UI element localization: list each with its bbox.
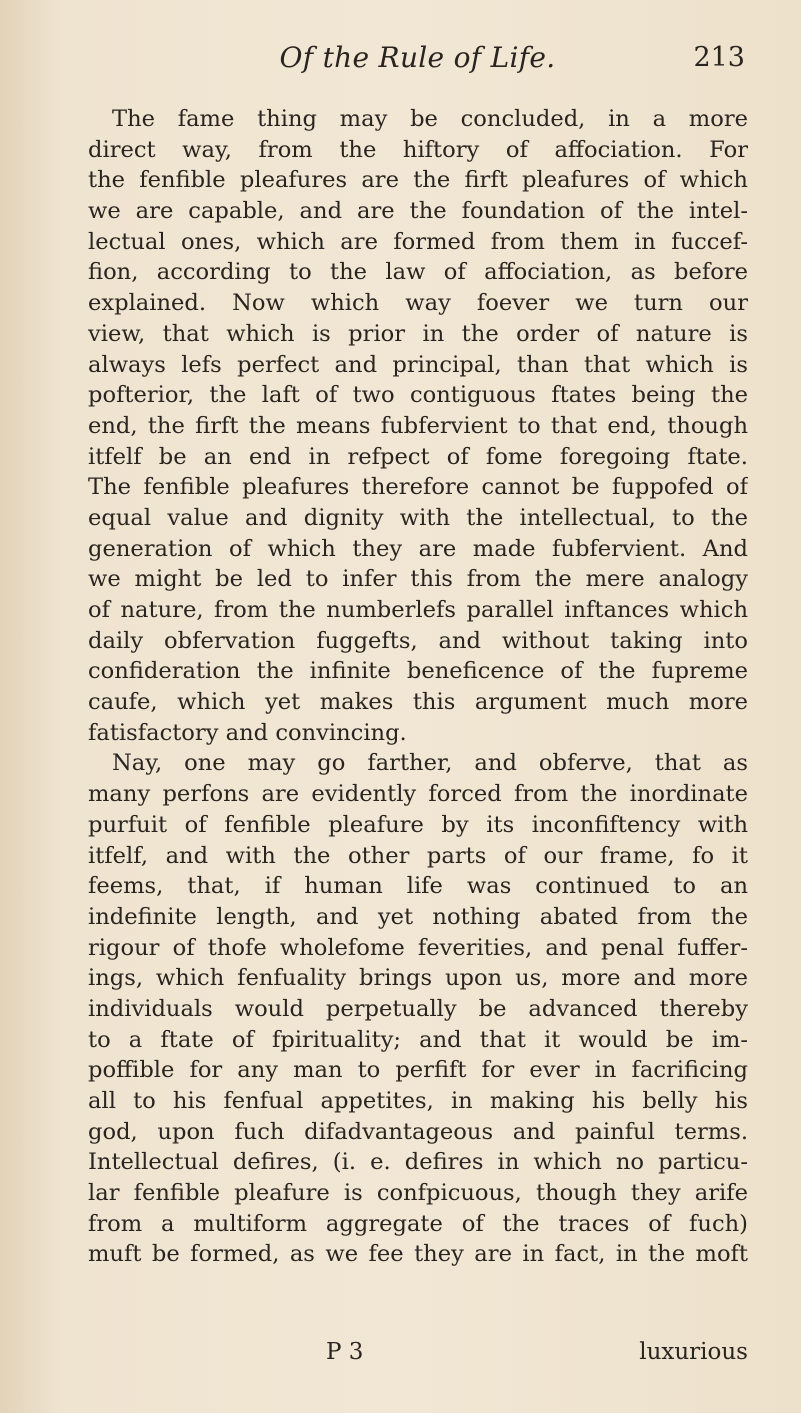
text-line: fion, according to the law of affociation, as before: [88, 259, 748, 286]
text-line: direct way, from the hiftory of affociation. For: [88, 136, 748, 163]
text-line: to a ftate of fpirituality; and that it would be im-: [88, 1026, 748, 1053]
text-line: lar fenfible pleafure is confpicuous, though they arife: [88, 1180, 748, 1207]
text-line: itfelf be an end in refpect of fome foregoing ftate.: [88, 443, 748, 470]
catchline: [88, 1336, 748, 1368]
text-line: daily obfervation fuggefts, and without taking into: [88, 627, 748, 654]
text-line: pofterior, the laft of two contiguous ftates being the: [88, 382, 748, 409]
text-line: end, the firft the means fubfervient to that end, though: [88, 412, 748, 439]
text-line: indefinite length, and yet nothing abated from the: [88, 903, 748, 930]
signature-mark: P 3: [326, 1339, 364, 1365]
text-line: we are capable, and are the foundation of the intel-: [88, 198, 748, 225]
text-line: The fenfible pleafures therefore cannot be fuppofed of: [88, 474, 748, 501]
text-line: the fenfible pleafures are the firft pleafures of which: [88, 167, 748, 194]
text-line: many perfons are evidently forced from the inordinate: [88, 781, 748, 808]
text-line: we might be led to infer this from the mere analogy: [88, 566, 748, 593]
text-line: generation of which they are made fubfervient. And: [88, 535, 748, 562]
catchword: luxurious: [639, 1339, 748, 1365]
running-head: [90, 38, 745, 78]
text-line: Intellectual defires, (i. e. defires in which no particu-: [88, 1149, 748, 1176]
text-line: all to his fenfual appetites, in making his belly his: [88, 1088, 748, 1114]
text-line: individuals would perpetually be advanced thereby: [88, 995, 748, 1022]
text-line: god, upon fuch difadvantageous and painful terms.: [88, 1118, 748, 1145]
page-number: 213: [693, 42, 745, 73]
text-line: from a multiform aggregate of the traces of fuch): [88, 1210, 748, 1237]
text-line: The fame thing may be concluded, in a more: [112, 106, 748, 132]
text-line: feems, that, if human life was continued to an: [88, 873, 748, 900]
text-line: caufe, which yet makes this argument much more: [88, 689, 748, 716]
text-line: always lefs perfect and principal, than that which is: [88, 351, 748, 378]
running-title: Of the Rule of Life.: [279, 41, 556, 74]
text-line: view, that which is prior in the order of nature is: [88, 320, 748, 347]
text-line: equal value and dignity with the intellectual, to the: [88, 504, 748, 531]
text-line: poffible for any man to perfift for ever in facrificing: [88, 1057, 748, 1084]
text-line: purfuit of fenfible pleafure by its inconfiftency with: [88, 811, 748, 838]
text-line: confideration the infinite beneficence of the fupreme: [88, 658, 748, 685]
text-line: ings, which fenfuality brings upon us, more and more: [88, 965, 748, 992]
text-line: itfelf, and with the other parts of our frame, fo it: [88, 842, 748, 869]
text-line: explained. Now which way foever we turn our: [88, 290, 748, 317]
text-line: Nay, one may go farther, and obferve, that as: [112, 750, 748, 777]
text-line: lectual ones, which are formed from them in fuccef-: [88, 228, 748, 255]
text-line: rigour of thofe wholefome feverities, and penal fuffer-: [88, 934, 748, 961]
text-line: muft be formed, as we fee they are in fact, in the moft: [88, 1241, 748, 1268]
text-line: of nature, from the numberlefs parallel inftances which: [88, 597, 748, 623]
body-text: [88, 104, 748, 1270]
text-line: fatisfactory and convincing.: [88, 719, 407, 746]
